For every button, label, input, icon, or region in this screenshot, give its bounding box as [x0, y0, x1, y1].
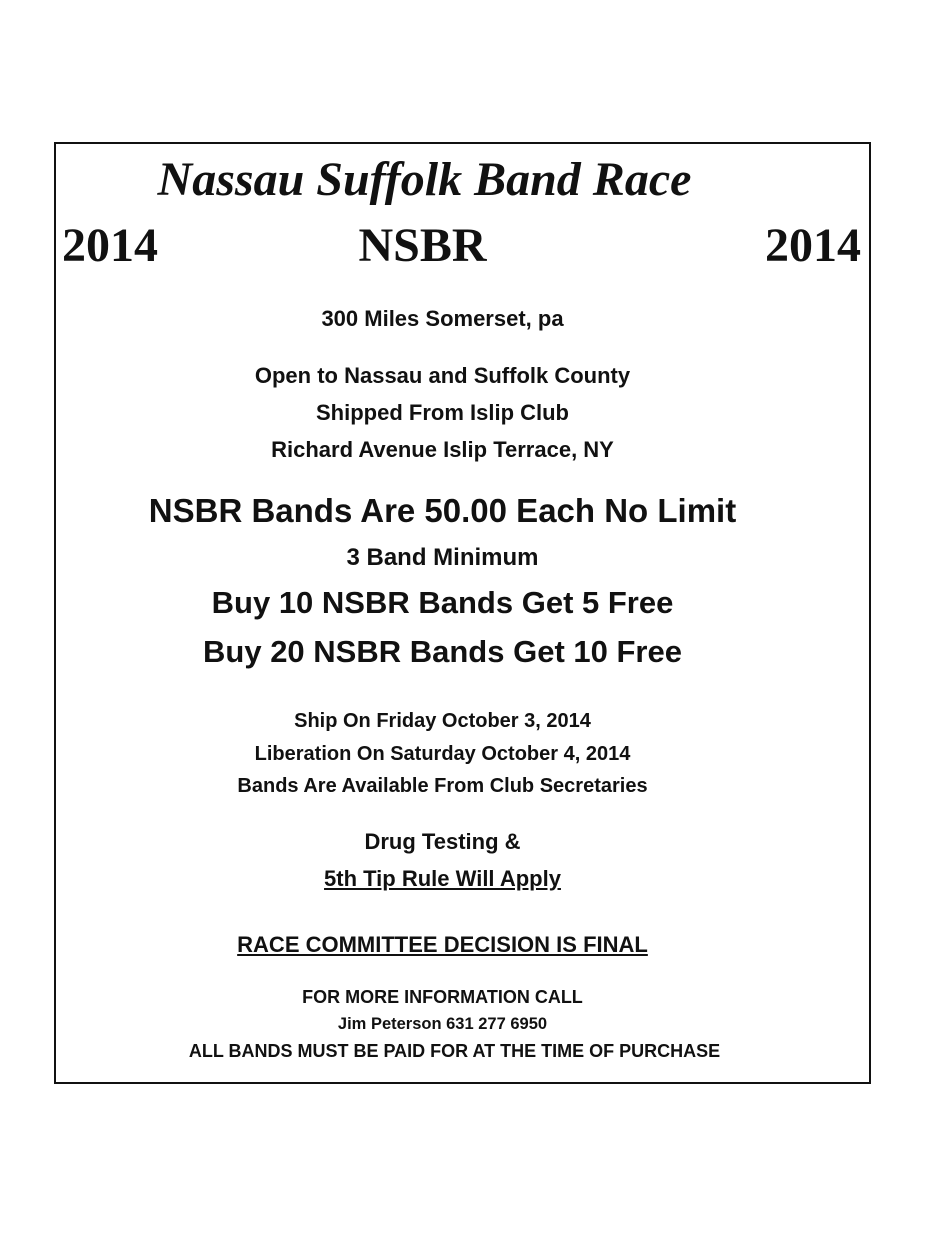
address-line: Richard Avenue Islip Terrace, NY	[271, 437, 614, 462]
contact-name-phone: Jim Peterson 631 277 6950	[337, 1015, 548, 1033]
offer-line-2: Buy 20 NSBR Bands Get 10 Free	[203, 634, 682, 669]
ship-date-line: Ship On Friday October 3, 2014	[294, 710, 591, 732]
payment-line: ALL BANDS MUST BE PAID FOR AT THE TIME OF PURCHASE	[188, 1041, 721, 1061]
minimum-line: 3 Band Minimum	[346, 544, 539, 571]
offer-line-1: Buy 10 NSBR Bands Get 5 Free	[211, 585, 674, 620]
distance-location: 300 Miles Somerset, pa	[321, 306, 564, 331]
liberation-date-line: Liberation On Saturday October 4, 2014	[254, 743, 631, 765]
tip-rule-line: 5th Tip Rule Will Apply	[324, 866, 561, 891]
price-line: NSBR Bands Are 50.00 Each No Limit	[148, 492, 737, 529]
year-right: 2014	[765, 219, 861, 272]
flyer-border-box	[54, 142, 871, 1084]
shipped-from-line: Shipped From Islip Club	[316, 400, 569, 425]
flyer-title: Nassau Suffolk Band Race	[157, 153, 692, 206]
info-call-line: FOR MORE INFORMATION CALL	[302, 987, 583, 1007]
acronym-heading: NSBR	[358, 219, 487, 272]
drug-testing-line: Drug Testing &	[364, 829, 521, 854]
availability-line: Bands Are Available From Club Secretaries	[237, 775, 648, 797]
committee-decision-line: RACE COMMITTEE DECISION IS FINAL	[237, 932, 648, 957]
eligibility-line: Open to Nassau and Suffolk County	[254, 363, 631, 388]
year-left: 2014	[62, 219, 158, 272]
